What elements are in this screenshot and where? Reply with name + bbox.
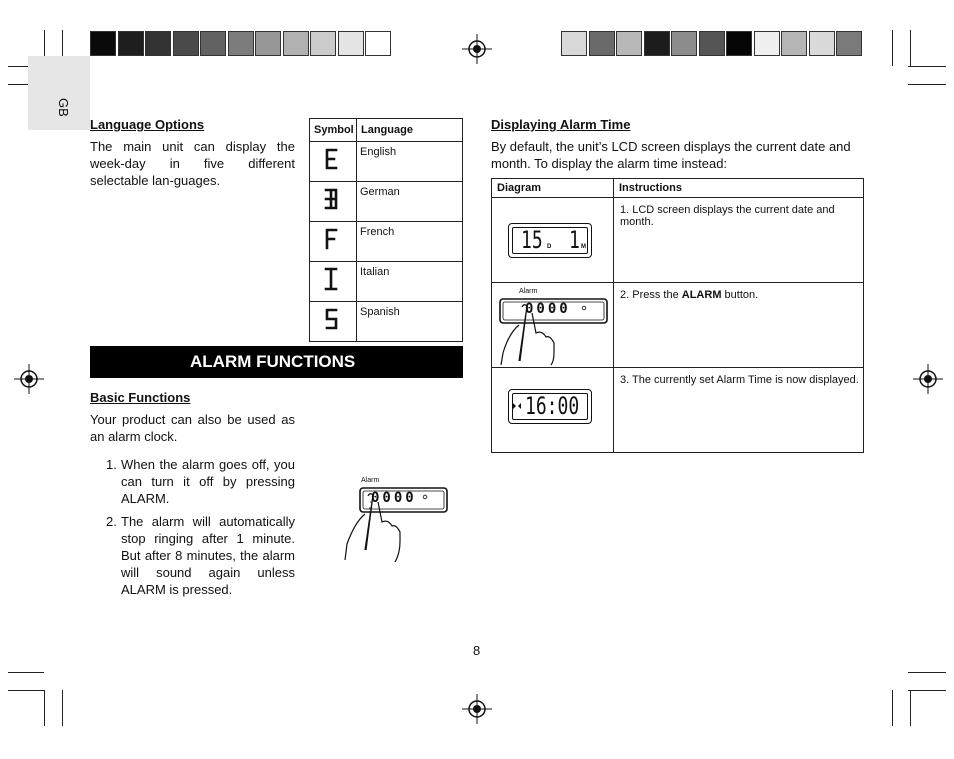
side-tab — [28, 56, 90, 130]
instruction-text — [614, 283, 864, 368]
table-row — [492, 198, 864, 283]
side-tab-label: GB — [56, 98, 71, 117]
table-header-instructions: Instructions — [614, 179, 864, 198]
color-swatch — [754, 31, 780, 56]
step-text: The alarm will automatically stop ringing after 1 minute. But after 8 minutes, the alarm will sound again unless ALARM is pressed. — [121, 514, 295, 597]
diagram-cell — [492, 198, 614, 283]
language-label: German — [357, 182, 463, 222]
table-header-language: Language — [357, 119, 463, 142]
table-row — [492, 283, 864, 368]
table-row — [310, 302, 463, 342]
lcd-date: 15 — [521, 226, 543, 254]
language-options-paragraph: The main unit can display the week-day in five different selectable lan-guages. — [90, 139, 295, 188]
lcd-time: 16:00 — [525, 392, 580, 420]
list-item — [106, 513, 295, 598]
alarm-steps-table — [491, 178, 864, 453]
color-swatch — [644, 31, 670, 56]
registration-mark-icon — [913, 364, 943, 394]
language-table — [309, 118, 463, 342]
table-row — [310, 142, 463, 182]
hand-pressing-button-icon — [492, 283, 612, 367]
language-label: Spanish — [357, 302, 463, 342]
registration-mark-icon — [14, 364, 44, 394]
alarm-label: Alarm — [361, 477, 380, 484]
lcd-screen — [508, 223, 592, 258]
lcd-glyph-s — [310, 302, 357, 342]
lcd-screen — [508, 389, 592, 424]
alarm-label: Alarm — [519, 288, 538, 295]
registration-mark-icon — [462, 34, 492, 64]
steps-list — [106, 456, 295, 598]
table-row — [310, 182, 463, 222]
lcd-date-sub: D — [547, 244, 552, 250]
instruction-text: 1. LCD screen displays the current date and month. — [614, 198, 864, 283]
color-swatch — [589, 31, 615, 56]
lcd-glyph-e — [310, 142, 357, 182]
color-swatch — [836, 31, 862, 56]
instruction-text: 3. The currently set Alarm Time is now displayed. — [614, 368, 864, 453]
alarm-digits: 0000 — [525, 301, 571, 317]
language-options-heading: Language Options — [90, 117, 205, 132]
lcd-glyph-i — [310, 262, 357, 302]
registration-mark-icon — [462, 694, 492, 724]
color-swatch — [671, 31, 697, 56]
table-row — [310, 262, 463, 302]
lcd-glyph-f — [310, 222, 357, 262]
alarm-bell-icon — [512, 402, 522, 410]
step-number: 2. — [106, 514, 117, 529]
lcd-month: 1 — [569, 226, 580, 254]
color-swatch — [561, 31, 587, 56]
alarm-functions-banner: ALARM FUNCTIONS — [90, 346, 463, 378]
instruction-bold: ALARM — [681, 289, 722, 301]
step-text: When the alarm goes off, you can turn it off by pressing ALARM. — [121, 457, 295, 506]
color-swatch — [781, 31, 807, 56]
basic-functions-paragraph: Your product can also be used as an alarm clock. — [90, 412, 295, 444]
diagram-cell — [492, 283, 614, 368]
instruction-post: button. — [721, 289, 759, 301]
instruction-pre: 2. Press the — [620, 289, 682, 301]
page-number: 8 — [473, 643, 481, 658]
hand-pressing-button-icon — [340, 474, 452, 562]
table-header-symbol: Symbol — [310, 119, 357, 142]
color-swatch — [699, 31, 725, 56]
alarm-press-illustration — [340, 474, 452, 562]
table-row — [310, 222, 463, 262]
lcd-glyph-d — [310, 182, 357, 222]
list-item — [106, 456, 295, 507]
language-label: Italian — [357, 262, 463, 302]
displaying-alarm-paragraph: By default, the unit’s LCD screen displays the current date and month. To display the alarm time instead: — [491, 139, 851, 171]
table-header-diagram: Diagram — [492, 179, 614, 198]
color-swatch — [726, 31, 752, 56]
color-swatch — [809, 31, 835, 56]
basic-functions-heading: Basic Functions — [90, 390, 191, 405]
alarm-digits: 0000 — [371, 490, 417, 506]
displaying-alarm-heading: Displaying Alarm Time — [491, 117, 631, 132]
language-label: French — [357, 222, 463, 262]
diagram-cell — [492, 368, 614, 453]
lcd-month-sub: M — [581, 244, 586, 250]
step-number: 1. — [106, 457, 117, 472]
language-label: English — [357, 142, 463, 182]
color-swatch — [616, 31, 642, 56]
table-row — [492, 368, 864, 453]
